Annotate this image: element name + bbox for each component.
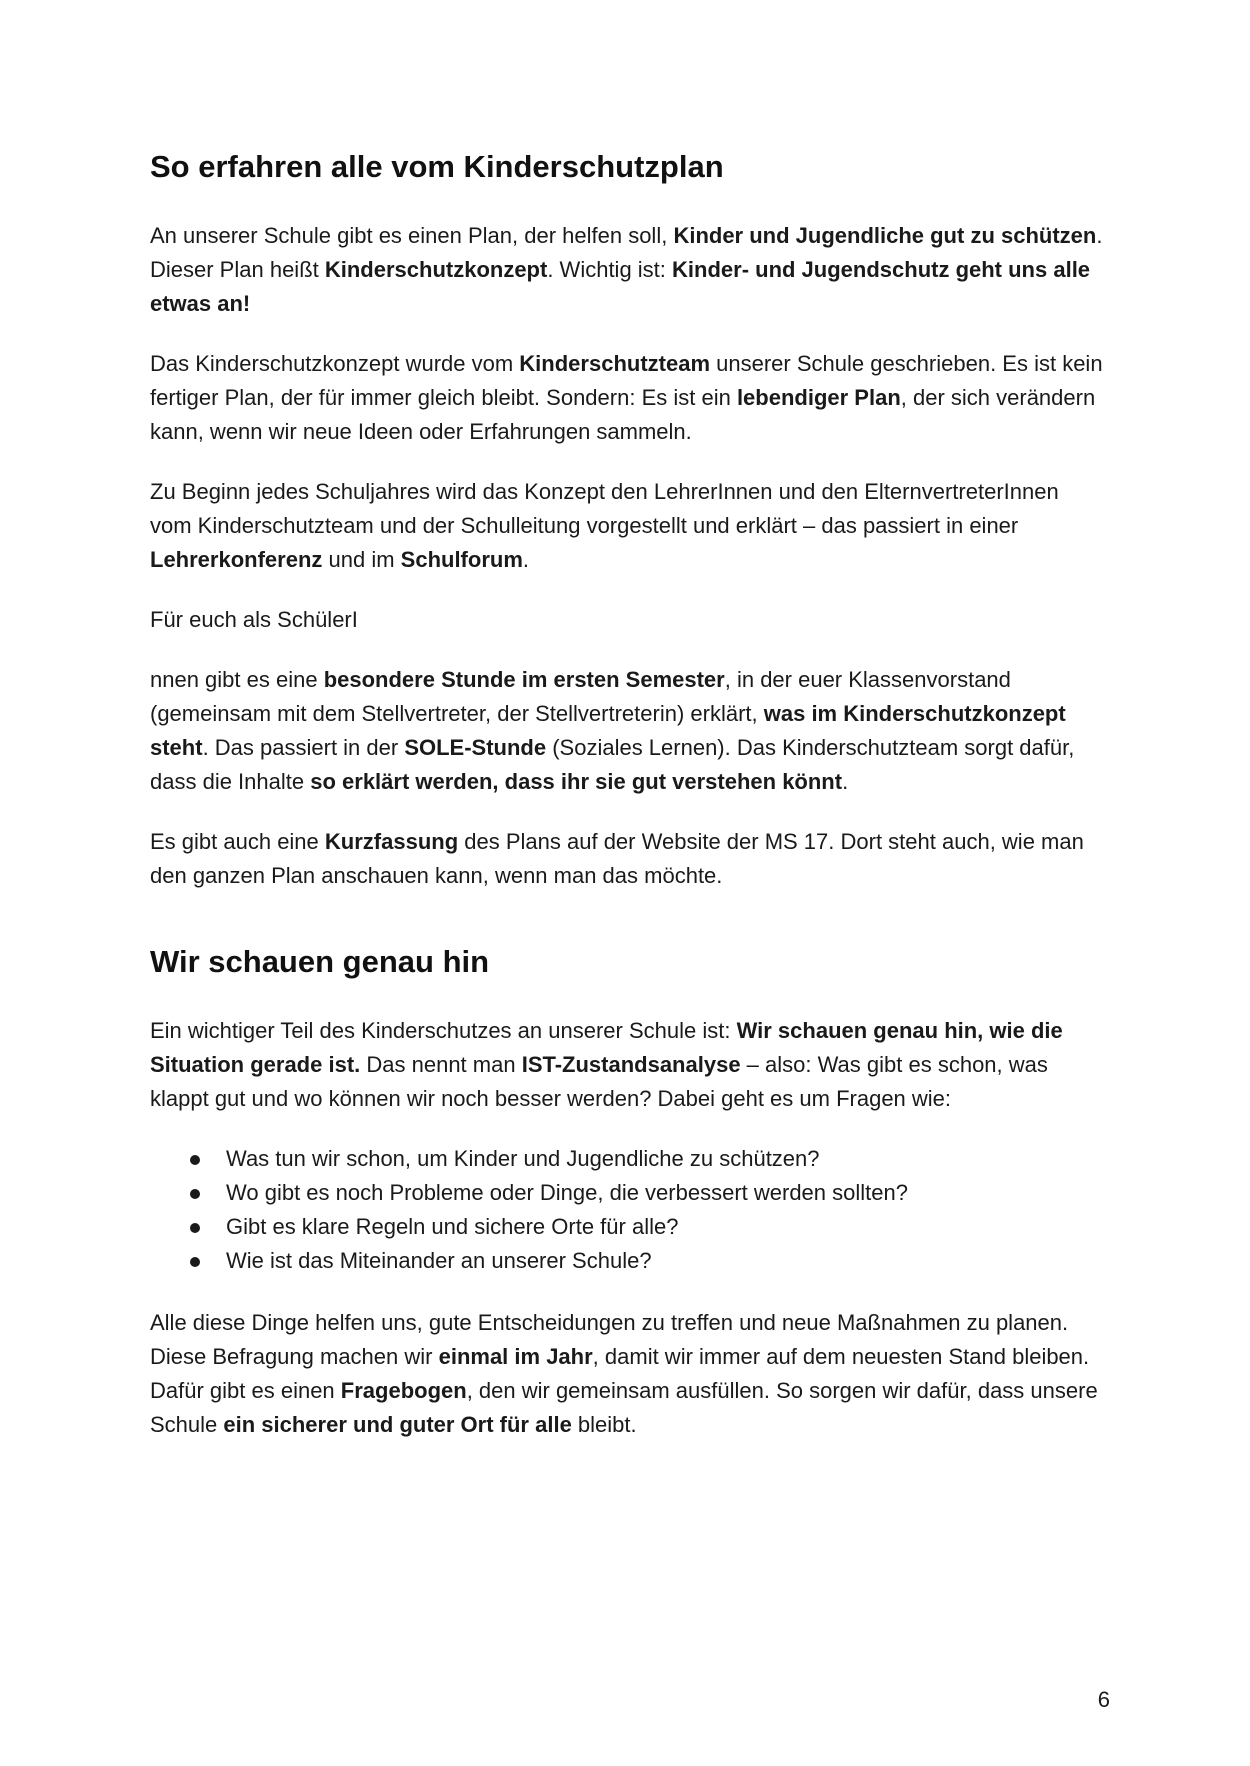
bullet-icon (190, 1155, 200, 1165)
bold-text: was im Kinderschutzkonzept steht (150, 701, 1066, 761)
list-item (150, 1142, 1105, 1176)
bold-text: einmal im Jahr (438, 1344, 593, 1370)
text-run: An unserer Schule gibt es einen Plan, der helfen soll, (150, 223, 674, 249)
bold-text: ein sicherer und guter Ort für alle (223, 1412, 572, 1438)
list-item (150, 1244, 1105, 1278)
text-run: . Dieser Plan heißt (150, 223, 1103, 283)
text-run: – also: Was gibt es schon, was klappt gut und wo können wir noch besser werden? Dabei geht es um Fragen wie: (150, 1052, 1048, 1112)
text-run: unserer Schule geschrieben. Es ist kein fertiger Plan, der für immer gleich bleibt. Sondern: Es ist ein (150, 351, 1103, 411)
text-run: Ein wichtiger Teil des Kinderschutzes an unserer Schule ist: (150, 1018, 737, 1044)
paragraph (150, 603, 1105, 637)
paragraph (150, 347, 1105, 449)
paragraph (150, 219, 1105, 321)
bullet-list (150, 1142, 1105, 1278)
list-item (150, 1176, 1105, 1210)
bullet-icon (190, 1223, 200, 1233)
bullet-icon (190, 1189, 200, 1199)
text-run: des Plans auf der Website der MS 17. Dort steht auch, wie man den ganzen Plan anschauen kann, wenn man das möchte. (150, 829, 1084, 889)
bold-text: SOLE-Stunde (404, 735, 547, 761)
paragraph (150, 475, 1105, 577)
bold-text: IST-Zustandsanalyse (521, 1052, 741, 1078)
bold-text: Kinderschutzteam (519, 351, 711, 377)
text-run: . Das passiert in der (202, 735, 405, 761)
section-heading-kinderschutzplan: So erfahren alle vom Kinderschutzplan (150, 149, 724, 184)
page-content (150, 148, 1105, 1468)
text-run: Für euch als SchülerI (150, 607, 358, 633)
bold-text: so erklärt werden, dass ihr sie gut verstehen könnt (310, 769, 843, 795)
text-run: , damit wir immer auf dem neuesten Stand bleiben. Dafür gibt es einen (150, 1344, 1090, 1404)
bold-text: Lehrerkonferenz (150, 547, 323, 573)
paragraph (150, 1306, 1105, 1442)
paragraph (150, 663, 1105, 799)
bold-text: Fragebogen (340, 1378, 467, 1404)
section-heading-wir-schauen-genau-hin: Wir schauen genau hin (150, 944, 490, 980)
text-run: nnen gibt es eine (150, 667, 324, 693)
list-item-text: Wie ist das Miteinander an unserer Schule? (226, 1248, 652, 1274)
paragraph (150, 825, 1105, 893)
text-run: . Wichtig ist: (547, 257, 673, 283)
text-run: bleibt. (571, 1412, 637, 1438)
text-run: und im (322, 547, 401, 573)
bold-text: Kinder und Jugendliche gut zu schützen (673, 223, 1097, 249)
text-run: (Soziales Lernen). Das Kinderschutzteam sorgt dafür, dass die Inhalte (150, 735, 1075, 795)
bold-text: Schulforum (400, 547, 523, 573)
list-item-text: Wo gibt es noch Probleme oder Dinge, die verbessert werden sollten? (226, 1180, 908, 1206)
page-number: 6 (1097, 1687, 1110, 1712)
text-run: . (842, 769, 849, 795)
text-run: , den wir gemeinsam ausfüllen. So sorgen wir dafür, dass unsere Schule (150, 1378, 1098, 1438)
bullet-icon (190, 1257, 200, 1267)
bold-text: Kinder- und Jugendschutz geht uns alle etwas an! (150, 257, 1091, 317)
list-item-text: Was tun wir schon, um Kinder und Jugendliche zu schützen? (226, 1146, 820, 1172)
text-run: Das nennt man (360, 1052, 522, 1078)
list-item (150, 1210, 1105, 1244)
text-run: , der sich verändern kann, wenn wir neue Ideen oder Erfahrungen sammeln. (150, 385, 1096, 445)
bold-text: Kurzfassung (324, 829, 459, 855)
text-run: , in der euer Klassenvorstand (gemeinsam mit dem Stellvertreter, der Stellvertreterin) erklärt, (150, 667, 1011, 727)
bold-text: Kinderschutzkonzept (324, 257, 548, 283)
text-run: Es gibt auch eine (150, 829, 325, 855)
bold-text: besondere Stunde im ersten Semester (323, 667, 725, 693)
bold-text: lebendiger Plan (736, 385, 901, 411)
text-run: . (522, 547, 530, 573)
text-run: Alle diese Dinge helfen uns, gute Entscheidungen zu treffen und neue Maßnahmen zu planen. Diese Befragung machen wir (150, 1310, 1069, 1370)
paragraph (150, 1014, 1105, 1116)
list-item-text: Gibt es klare Regeln und sichere Orte für alle? (226, 1214, 679, 1240)
bold-text: Wir schauen genau hin, wie die Situation gerade ist. (150, 1018, 1063, 1078)
text-run: Das Kinderschutzkonzept wurde vom (150, 351, 520, 377)
text-run: Zu Beginn jedes Schuljahres wird das Konzept den LehrerInnen und den ElternvertreterInnen vom Kinderschutzteam und der Schulleitung vorgestellt und erklärt – das passiert in einer (150, 479, 1059, 539)
